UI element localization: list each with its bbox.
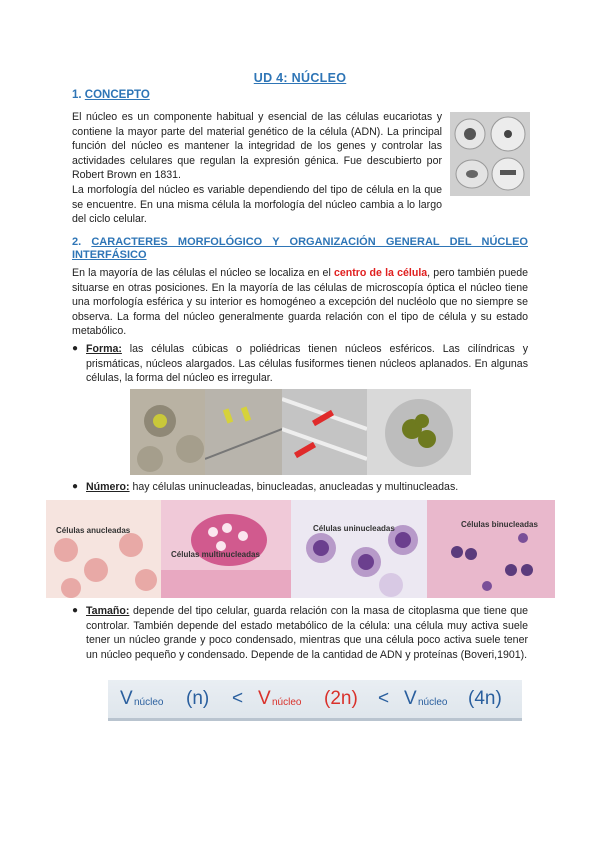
formula-lt2: < [378, 688, 390, 709]
formula-lt1: < [232, 688, 244, 709]
nucleus-volume-formula [108, 680, 522, 721]
section2-paragraph: En la mayoría de las células el núcleo se localiza en el centro de la célula, pero también puede situarse en otras posiciones. En la mayoría de las células de microscopía óptica el núcleo tiene una morfología esférica y su interior es homogéneo a excepción del nucléolo que no siempre se observa. La forma del núcleo generalmente guarda relación con el tipo de célula y su estado metabólico. [72, 267, 529, 338]
prismatic-cells-image [205, 389, 282, 475]
highlight-centro: centro de la célula [334, 267, 428, 279]
section1-paragraph-2: La morfología del núcleo es variable dependiendo del tipo de célula en la que se encuentre. En una misma célula la morfología del núcleo cambia a lo largo del ciclo celular. [72, 184, 442, 226]
formula-n: (n) [186, 688, 210, 709]
cubic-cells-image [130, 389, 205, 475]
section1-paragraph-1: El núcleo es un componente habitual y esencial de las células eucariotas y contiene la mayor parte del material genético de la célula (ADN). La principal función del núcleo es mantener la integridad de los genes y controlar las actividades celulares que regulan la expresión génica. Fue descubierto por Robert Brown en 1831. [72, 111, 442, 182]
bullet-dot-icon: ● [72, 481, 79, 492]
uninucleate-cells-image [291, 500, 427, 598]
caption-multinucleadas: Células multinucleadas [171, 550, 260, 559]
irregular-nucleus-image [367, 389, 471, 475]
multinucleate-cells-image [161, 500, 291, 598]
fusiform-cells-image [282, 389, 367, 475]
formula-v3: V [404, 688, 417, 709]
section2-heading: 2. CARACTERES MORFOLÓGICO Y ORGANIZACIÓN GENERAL DEL NÚCLEO INTERFÁSICO [72, 236, 528, 261]
formula-sub1: núcleo [134, 697, 164, 708]
bullet-dot-icon: ● [72, 343, 79, 354]
binucleate-cells-image [427, 500, 555, 598]
anucleate-cells-image [46, 500, 161, 598]
formula-2n: (2n) [324, 688, 358, 709]
caption-anucleadas: Células anucleadas [56, 526, 131, 535]
formula-v1: V [120, 688, 133, 709]
formula-v2: V [258, 688, 271, 709]
formula-4n: (4n) [468, 688, 502, 709]
bullet-forma: ● Forma: las células cúbicas o poliédricas tienen núcleos esféricos. Las cilíndricas y prismáticas, núcleos alargados. Las células fusiformes tienen núcleos aplanados. En algunas células, la forma del núcleo es irregular. [72, 343, 528, 385]
page-title: UD 4: NÚCLEO [253, 71, 347, 85]
caption-binucleadas: Células binucleadas [461, 520, 538, 529]
formula-sub3: núcleo [418, 697, 448, 708]
bullet-tamano: ● Tamaño: depende del tipo celular, guarda relación con la masa de citoplasma que tiene que controlar. También depende del estado metabólico de la célula: una célula muy activa suele tener un núcleo grande y poco condensado, mientras que una célula poco activa suele tener un núcleo pequeño y condensado. Depende de la cantidad de ADN y proteínas (Boveri,1901). [72, 605, 528, 661]
nucleus-cell-cycle-image [450, 112, 530, 196]
bullet-dot-icon: ● [72, 605, 79, 616]
bullet-numero: ● Número: hay células uninucleadas, binucleadas, anucleadas y multinucleadas. [72, 481, 459, 493]
formula-sub2: núcleo [272, 697, 302, 708]
section1-heading: 1. CONCEPTO [72, 89, 150, 101]
caption-uninucleadas: Células uninucleadas [313, 524, 395, 533]
